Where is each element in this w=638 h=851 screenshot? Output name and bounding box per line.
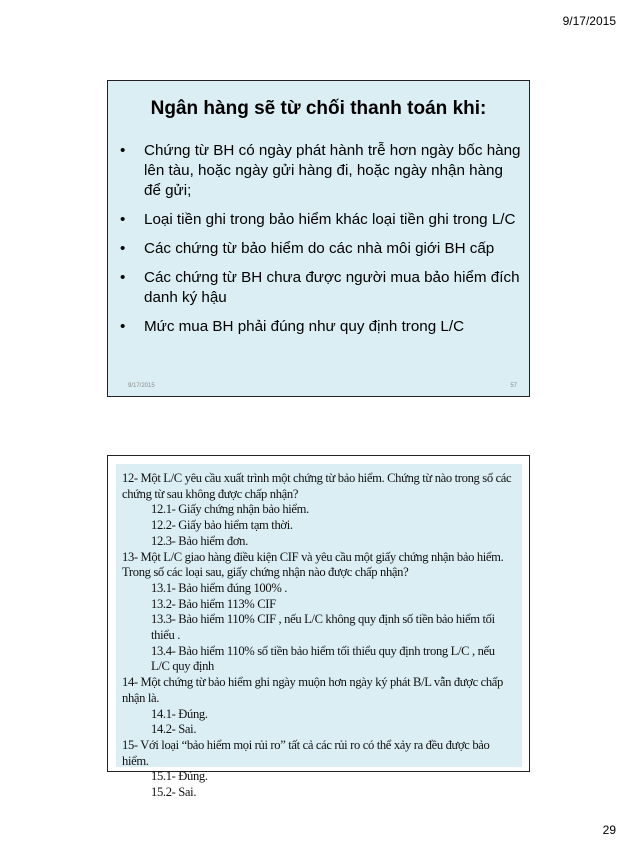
slide-footer-date: 9/17/2015 (128, 383, 155, 389)
question-text: 14- Một chứng từ bảo hiểm ghi ngày muộn hơn ngày ký phát B/L vẫn được chấp nhận là. (122, 675, 503, 705)
bullet-item (116, 239, 523, 259)
bullet-icon: • (120, 142, 126, 159)
bullet-item (116, 317, 523, 337)
answer-option: 14.2- Sai. (151, 722, 197, 737)
answer-option: 13.3- Bảo hiểm 110% CIF , nếu L/C không quy định số tiền bảo hiểm tối thiểu . (151, 612, 495, 643)
question-text: 13- Một L/C giao hàng điều kiện CIF và yêu cầu một giấy chứng nhận bảo hiểm. Trong số các loại sau, giấy chứng nhận nào được chấp nhận? (122, 549, 504, 580)
answer-option: 15.1- Đúng. (151, 769, 208, 784)
answer-option: 14.1- Đúng. (151, 706, 208, 721)
slide-footer-number: 57 (510, 383, 517, 389)
answer-option: 13.4- Bảo hiểm 110% số tiền bảo hiểm tối thiểu quy định trong L/C , nếu L/C quy định (151, 643, 495, 674)
slide-quiz-questions (107, 455, 530, 800)
page-number: 29 (602, 823, 616, 837)
bullet-list (116, 141, 523, 346)
answer-option: 12.2- Giấy bảo hiểm tạm thời. (151, 518, 293, 533)
bullet-text: Chứng từ BH có ngày phát hành trễ hơn ngày bốc hàng lên tàu, hoặc ngày gửi hàng đi, hoặc ngày nhận hàng để gửi; (144, 142, 521, 199)
bullet-icon: • (120, 211, 126, 228)
scanned-question-image (116, 464, 522, 800)
bullet-text: Mức mua BH phải đúng như quy định trong L/C (144, 318, 465, 335)
slide-rejection-conditions (107, 80, 530, 397)
bullet-item (116, 210, 523, 230)
question-text: 12- Một L/C yêu cầu xuất trình một chứng từ bảo hiểm. Chứng từ nào trong số các chứng từ sau không được chấp nhận? (122, 471, 512, 501)
answer-option: 12.3- Bảo hiểm đơn. (151, 533, 248, 548)
bullet-text: Các chứng từ BH chưa được người mua bảo hiểm đích danh ký hậu (144, 269, 520, 306)
bullet-text: Các chứng từ bảo hiểm do các nhà môi giới BH cấp (144, 240, 495, 257)
bullet-item (116, 268, 523, 308)
answer-option: 13.2- Bảo hiểm 113% CIF (151, 596, 276, 611)
bullet-icon: • (120, 240, 126, 257)
answer-option: 15.2- Sai. (151, 785, 197, 800)
slide-title: Ngân hàng sẽ từ chối thanh toán khi: (150, 98, 487, 119)
bullet-item (116, 141, 523, 201)
page-date: 9/17/2015 (562, 14, 616, 28)
answer-option: 12.1- Giấy chứng nhận bảo hiểm. (151, 502, 309, 517)
question-text: 15- Với loại “bảo hiểm mọi rủi ro” tất cả các rủi ro có thể xảy ra đều được bảo hiểm. (122, 737, 490, 768)
bullet-icon: • (120, 269, 126, 286)
answer-option: 13.1- Bảo hiểm đúng 100% . (151, 580, 288, 595)
bullet-icon: • (120, 318, 126, 335)
bullet-text: Loại tiền ghi trong bảo hiểm khác loại tiền ghi trong L/C (144, 211, 516, 228)
